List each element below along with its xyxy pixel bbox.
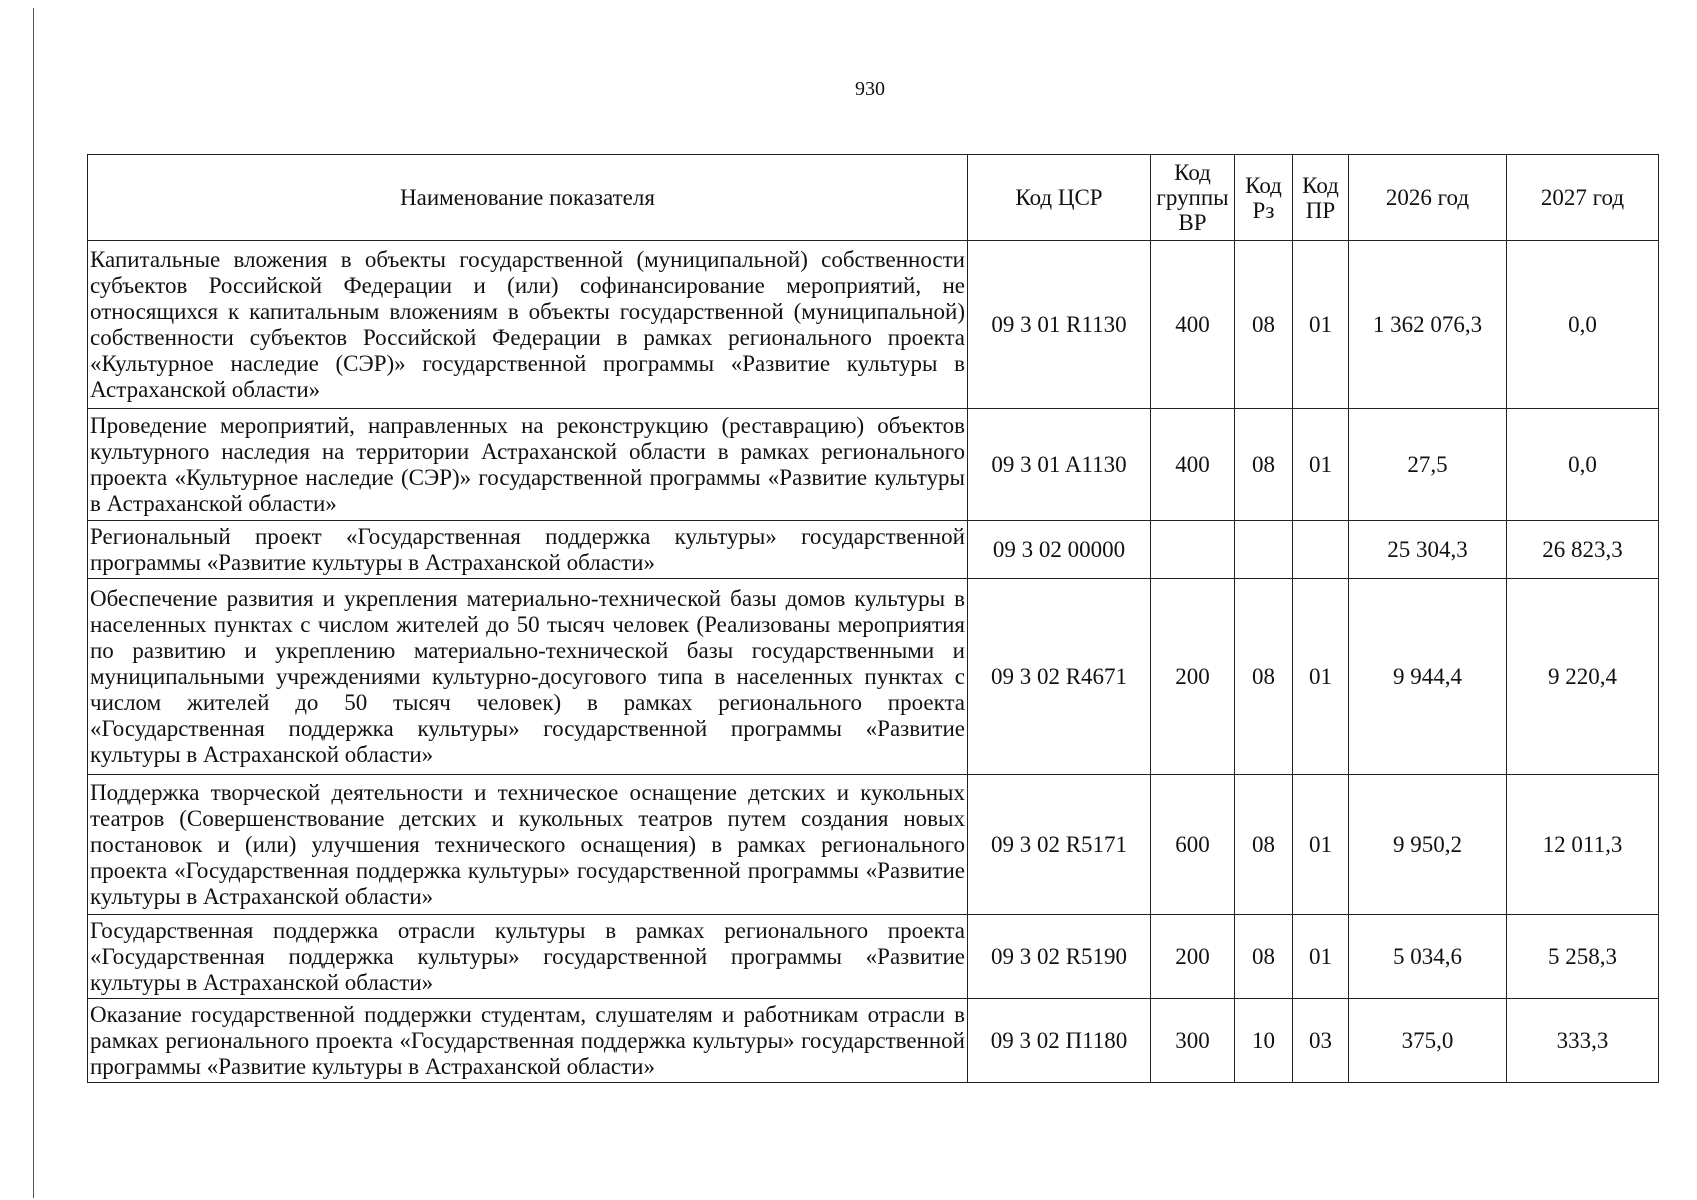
header-indicator-name: Наименование показателя: [88, 155, 968, 241]
cell-rz-code: 08: [1235, 241, 1293, 409]
table-header-row: [88, 155, 1659, 241]
cell-value-2027: 5 258,3: [1507, 915, 1659, 999]
cell-csr-code: 09 3 01 A1130: [968, 409, 1151, 521]
cell-vr-code: 400: [1151, 241, 1235, 409]
cell-value-2026: 25 304,3: [1349, 521, 1507, 579]
cell-value-2026: 27,5: [1349, 409, 1507, 521]
cell-value-2027: 333,3: [1507, 999, 1659, 1083]
cell-vr-code: 200: [1151, 579, 1235, 775]
budget-table: [87, 154, 1659, 1083]
cell-value-2027: 0,0: [1507, 241, 1659, 409]
cell-csr-code: 09 3 01 R1130: [968, 241, 1151, 409]
cell-pr-code: 01: [1293, 775, 1349, 915]
cell-rz-code: 08: [1235, 409, 1293, 521]
cell-rz-code: 08: [1235, 915, 1293, 999]
cell-indicator-name: Государственная поддержка отрасли культуры в рамках регионального проекта «Государственная поддержка культуры» государственной программы «Развитие культуры в Астраханской области»: [88, 915, 968, 999]
table-row: [88, 915, 1659, 999]
table-row: [88, 775, 1659, 915]
cell-rz-code: 08: [1235, 579, 1293, 775]
cell-pr-code: 01: [1293, 915, 1349, 999]
cell-vr-code: 200: [1151, 915, 1235, 999]
cell-rz-code: 10: [1235, 999, 1293, 1083]
cell-pr-code: [1293, 521, 1349, 579]
header-rz-code: Код Рз: [1235, 155, 1293, 241]
table-row: [88, 521, 1659, 579]
cell-value-2027: 26 823,3: [1507, 521, 1659, 579]
cell-rz-code: [1235, 521, 1293, 579]
table-row: [88, 579, 1659, 775]
cell-vr-code: 400: [1151, 409, 1235, 521]
cell-indicator-name: Обеспечение развития и укрепления материально-технической базы домов культуры в населенных пунктах с числом жителей до 50 тысяч человек (Реализованы мероприятия по развитию и укреплению материально-технической базы государственными и муниципальными учреждениями культурно-досугового типа в населенных пунктах с числом жителей до 50 тысяч человек) в рамках регионального проекта «Государственная поддержка культуры» государственной программы «Развитие культуры в Астраханской области»: [88, 579, 968, 775]
cell-csr-code: 09 3 02 П1180: [968, 999, 1151, 1083]
cell-value-2026: 1 362 076,3: [1349, 241, 1507, 409]
cell-csr-code: 09 3 02 R5171: [968, 775, 1151, 915]
table-row: [88, 409, 1659, 521]
binding-margin-line: [33, 8, 34, 1198]
cell-vr-code: 300: [1151, 999, 1235, 1083]
table-row: [88, 999, 1659, 1083]
cell-value-2026: 9 950,2: [1349, 775, 1507, 915]
header-year-2026: 2026 год: [1349, 155, 1507, 241]
header-vr-code: Код группы ВР: [1151, 155, 1235, 241]
cell-pr-code: 01: [1293, 579, 1349, 775]
header-pr-code: Код ПР: [1293, 155, 1349, 241]
cell-indicator-name: Проведение мероприятий, направленных на реконструкцию (реставрацию) объектов культурного наследия на территории Астраханской области в рамках регионального проекта «Культурное наследие (СЭР)» государственной программы «Развитие культуры в Астраханской области»: [88, 409, 968, 521]
cell-pr-code: 01: [1293, 241, 1349, 409]
cell-value-2027: 12 011,3: [1507, 775, 1659, 915]
cell-indicator-name: Поддержка творческой деятельности и техническое оснащение детских и кукольных театров (Совершенствование детских и кукольных театров путем создания новых постановок и (или) улучшения технического оснащения) в рамках регионального проекта «Государственная поддержка культуры» государственной программы «Развитие культуры в Астраханской области»: [88, 775, 968, 915]
cell-csr-code: 09 3 02 00000: [968, 521, 1151, 579]
cell-value-2026: 9 944,4: [1349, 579, 1507, 775]
header-csr-code: Код ЦСР: [968, 155, 1151, 241]
cell-indicator-name: Региональный проект «Государственная поддержка культуры» государственной программы «Развитие культуры в Астраханской области»: [88, 521, 968, 579]
table-row: [88, 241, 1659, 409]
cell-vr-code: 600: [1151, 775, 1235, 915]
cell-pr-code: 01: [1293, 409, 1349, 521]
cell-pr-code: 03: [1293, 999, 1349, 1083]
page-number: 930: [855, 78, 885, 100]
cell-rz-code: 08: [1235, 775, 1293, 915]
cell-indicator-name: Капитальные вложения в объекты государственной (муниципальной) собственности субъектов Российской Федерации и (или) софинансирование мероприятий, не относящихся к капитальным вложениям в объекты государственной (муниципальной) собственности субъектов Российской Федерации в рамках регионального проекта «Культурное наследие (СЭР)» государственной программы «Развитие культуры в Астраханской области»: [88, 241, 968, 409]
header-year-2027: 2027 год: [1507, 155, 1659, 241]
cell-value-2027: 0,0: [1507, 409, 1659, 521]
cell-value-2027: 9 220,4: [1507, 579, 1659, 775]
cell-csr-code: 09 3 02 R4671: [968, 579, 1151, 775]
cell-vr-code: [1151, 521, 1235, 579]
cell-indicator-name: Оказание государственной поддержки студентам, слушателям и работникам отрасли в рамках регионального проекта «Государственная поддержка культуры» государственной программы «Развитие культуры в Астраханской области»: [88, 999, 968, 1083]
cell-value-2026: 375,0: [1349, 999, 1507, 1083]
cell-value-2026: 5 034,6: [1349, 915, 1507, 999]
cell-csr-code: 09 3 02 R5190: [968, 915, 1151, 999]
